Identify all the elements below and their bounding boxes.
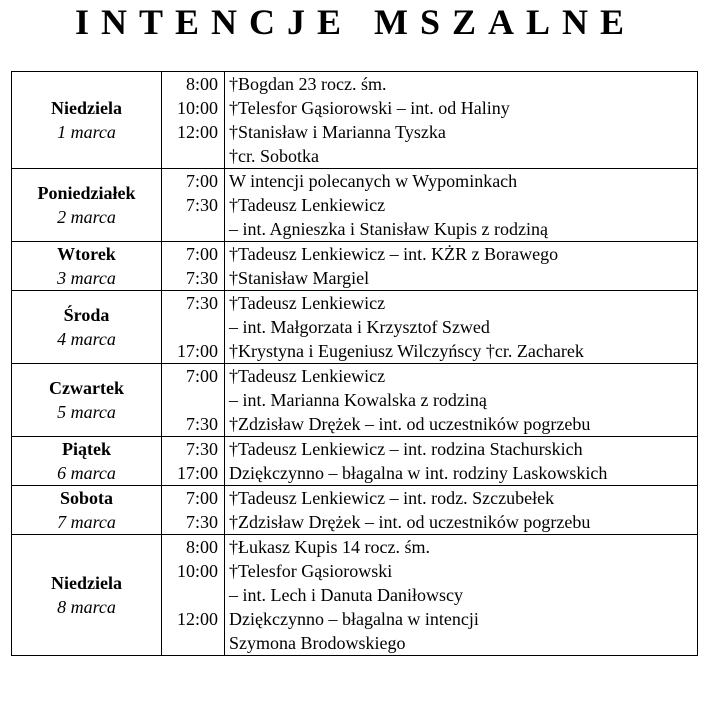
- intentions-cell: [225, 535, 698, 656]
- day-name: Sobota: [59, 488, 113, 508]
- intention-line: – int. Marianna Kowalska z rodziną: [229, 390, 487, 410]
- intention-line: †Tadeusz Lenkiewicz: [229, 195, 386, 215]
- intention-line: †Telesfor Gąsiorowski: [229, 561, 393, 581]
- table-row: [12, 437, 698, 486]
- intentions-cell: [225, 364, 698, 437]
- times-cell: [162, 72, 225, 169]
- day-cell: [12, 535, 162, 656]
- mass-time: [162, 631, 218, 655]
- intention-line: †Zdzisław Drężek – int. od uczestników pogrzebu: [229, 414, 591, 434]
- intention-line: †Łukasz Kupis 14 rocz. śm.: [229, 537, 430, 557]
- intentions-cell: [225, 486, 698, 535]
- day-date: 6 marca: [57, 463, 116, 483]
- mass-time: 7:30: [185, 439, 218, 459]
- day-cell: [12, 486, 162, 535]
- intentions-cell: [225, 242, 698, 291]
- intention-line: †Tadeusz Lenkiewicz – int. rodz. Szczubełek: [229, 488, 555, 508]
- times-cell: [162, 291, 225, 364]
- intention-line: – int. Lech i Danuta Daniłowscy: [229, 585, 463, 605]
- mass-time: [162, 583, 218, 607]
- intention-line: †Tadeusz Lenkiewicz – int. KŻR z Borawego: [229, 244, 559, 264]
- day-date: 8 marca: [57, 597, 116, 617]
- intention-line: †Krystyna i Eugeniusz Wilczyńscy †cr. Zacharek: [229, 341, 584, 361]
- mass-time: 8:00: [185, 537, 218, 557]
- times-cell: [162, 486, 225, 535]
- mass-time: 12:00: [176, 609, 218, 629]
- day-date: 7 marca: [57, 512, 116, 532]
- intention-line: †Tadeusz Lenkiewicz – int. rodzina Stachurskich: [229, 439, 583, 459]
- day-cell: [12, 72, 162, 169]
- mass-time: 7:30: [185, 414, 218, 434]
- mass-time: [162, 315, 218, 339]
- day-cell: [12, 242, 162, 291]
- mass-time: 10:00: [176, 98, 218, 118]
- intention-line: †Stanisław Margiel: [229, 268, 370, 288]
- day-date: 3 marca: [57, 268, 116, 288]
- intention-line: – int. Agnieszka i Stanisław Kupis z rodziną: [229, 219, 548, 239]
- intention-line: W intencji polecanych w Wypominkach: [229, 171, 518, 191]
- day-name: Piątek: [62, 439, 111, 459]
- mass-time: 7:30: [185, 512, 218, 532]
- day-cell: [12, 437, 162, 486]
- times-cell: [162, 242, 225, 291]
- intention-line: Szymona Brodowskiego: [229, 633, 406, 653]
- mass-time: 7:30: [185, 195, 218, 215]
- mass-time: 7:30: [185, 293, 218, 313]
- mass-time: 7:00: [185, 488, 218, 508]
- intention-line: †Bogdan 23 rocz. śm.: [229, 74, 387, 94]
- day-name: Czwartek: [49, 378, 124, 398]
- mass-time: 7:00: [185, 171, 218, 191]
- intention-line: – int. Małgorzata i Krzysztof Szwed: [229, 317, 490, 337]
- table-row: [12, 169, 698, 242]
- mass-time: 17:00: [176, 341, 218, 361]
- day-name: Środa: [63, 305, 110, 325]
- intentions-table: [11, 71, 698, 656]
- table-row: [12, 242, 698, 291]
- intention-line: Dziękczynno – błagalna w int. rodziny Laskowskich: [229, 463, 608, 483]
- mass-time: [162, 144, 218, 168]
- day-cell: [12, 291, 162, 364]
- mass-time: [162, 388, 218, 412]
- intention-line: †Telesfor Gąsiorowski – int. od Haliny: [229, 98, 510, 118]
- intentions-cell: [225, 72, 698, 169]
- table-row: [12, 535, 698, 656]
- table-row: [12, 72, 698, 169]
- mass-time: [162, 217, 218, 241]
- intention-line: Dziękczynno – błagalna w intencji: [229, 609, 479, 629]
- day-date: 5 marca: [57, 402, 116, 422]
- day-date: 2 marca: [57, 207, 116, 227]
- mass-time: 10:00: [176, 561, 218, 581]
- intention-line: †Zdzisław Drężek – int. od uczestników pogrzebu: [229, 512, 591, 532]
- day-cell: [12, 169, 162, 242]
- page-title: INTENCJE MSZALNE: [74, 2, 637, 42]
- intention-line: †cr. Sobotka: [229, 146, 319, 166]
- intentions-cell: [225, 169, 698, 242]
- intention-line: †Tadeusz Lenkiewicz: [229, 366, 386, 386]
- mass-time: 7:00: [185, 244, 218, 264]
- table-row: [12, 486, 698, 535]
- day-date: 4 marca: [57, 329, 116, 349]
- mass-time: 7:30: [185, 268, 218, 288]
- day-name: Niedziela: [51, 98, 122, 118]
- times-cell: [162, 437, 225, 486]
- day-name: Poniedziałek: [37, 183, 136, 203]
- day-cell: [12, 364, 162, 437]
- day-date: 1 marca: [57, 122, 116, 142]
- table-row: [12, 291, 698, 364]
- intentions-cell: [225, 291, 698, 364]
- intentions-cell: [225, 437, 698, 486]
- mass-time: 12:00: [176, 122, 218, 142]
- day-name: Niedziela: [51, 573, 122, 593]
- table-row: [12, 364, 698, 437]
- intention-line: †Tadeusz Lenkiewicz: [229, 293, 386, 313]
- mass-time: 17:00: [176, 463, 218, 483]
- mass-time: 7:00: [185, 366, 218, 386]
- intention-line: †Stanisław i Marianna Tyszka: [229, 122, 446, 142]
- times-cell: [162, 364, 225, 437]
- times-cell: [162, 535, 225, 656]
- times-cell: [162, 169, 225, 242]
- day-name: Wtorek: [57, 244, 116, 264]
- mass-time: 8:00: [185, 74, 218, 94]
